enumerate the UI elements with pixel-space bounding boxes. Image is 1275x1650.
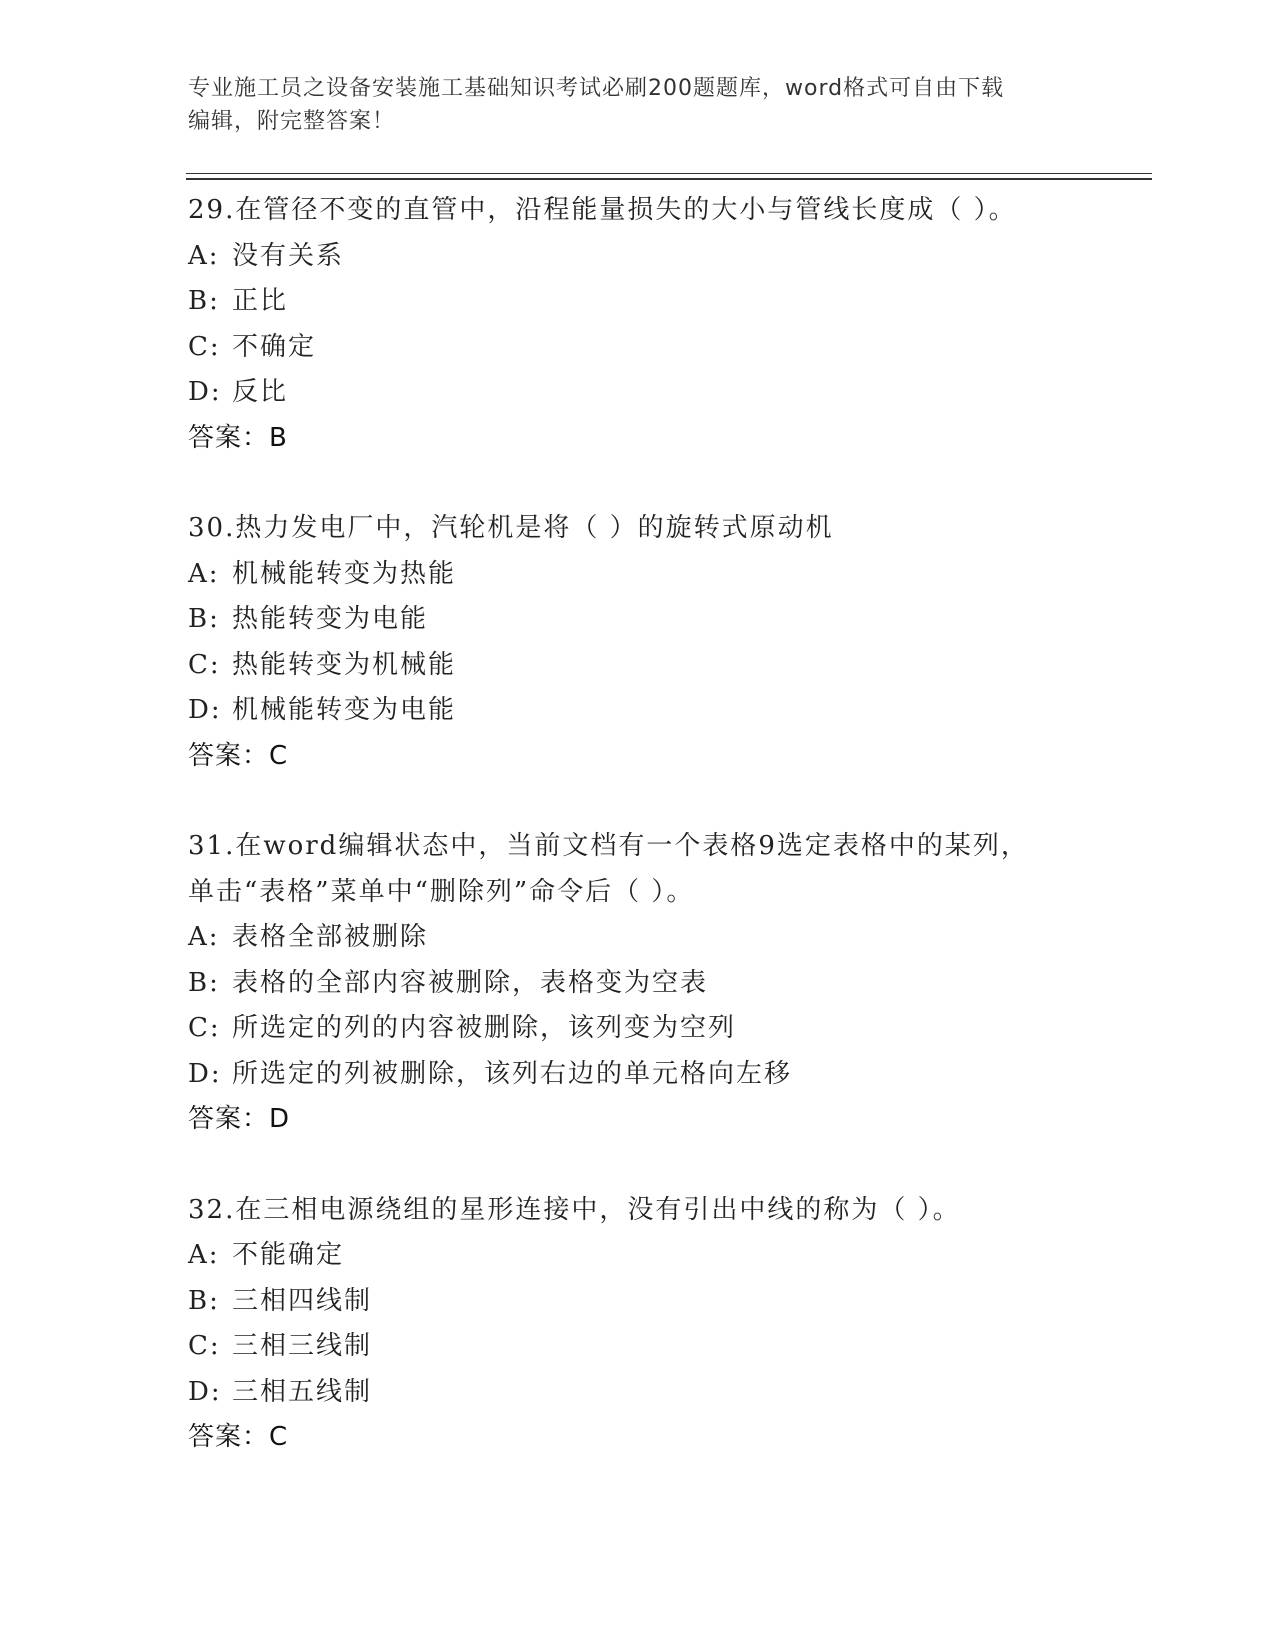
option-a: [188, 234, 1148, 280]
option-letter: B:: [188, 1285, 220, 1316]
option-d: [188, 688, 1148, 734]
question-31: [188, 824, 1148, 1143]
option-letter: C:: [188, 649, 221, 680]
option-a: [188, 552, 1148, 598]
option-b: [188, 961, 1148, 1007]
option-b: [188, 279, 1148, 325]
question-text: 29.在管径不变的直管中，沿程能量损失的大小与管线长度成（ ）。: [188, 195, 1017, 225]
option-letter: D:: [188, 1058, 222, 1089]
option-c: [188, 1006, 1148, 1052]
option-b: [188, 597, 1148, 643]
option-c: [188, 1324, 1148, 1370]
option-text: 热能转变为电能: [232, 604, 429, 634]
question-list: [188, 188, 1148, 1506]
question-text: 30.热力发电厂中，汽轮机是将（ ）的旋转式原动机: [188, 513, 834, 543]
header-line-1: 专业施工员之设备安装施工基础知识考试必刷200题题库，word格式可自由下载: [188, 76, 1005, 101]
option-letter: C:: [188, 1331, 221, 1361]
answer-text: 答案：C: [188, 1422, 289, 1452]
option-letter: A:: [188, 240, 220, 271]
option-d: [188, 1370, 1148, 1416]
option-letter: A:: [188, 922, 220, 952]
option-letter: D:: [188, 695, 222, 725]
option-letter: D:: [188, 1376, 222, 1407]
option-text: 所选定的列被删除，该列右边的单元格向左移: [232, 1058, 793, 1089]
option-text: 热能转变为机械能: [232, 649, 457, 680]
option-a: [188, 1233, 1148, 1279]
option-text: 反比: [232, 377, 289, 407]
option-letter: B:: [188, 604, 220, 634]
option-text: 不能确定: [232, 1240, 345, 1270]
option-text: 没有关系: [232, 240, 345, 271]
option-text: 机械能转变为电能: [232, 695, 457, 725]
answer-text: 答案：D: [188, 1104, 291, 1134]
option-letter: B:: [188, 286, 220, 316]
option-text: 正比: [232, 286, 289, 316]
question-text: 32.在三相电源绕组的星形连接中，没有引出中线的称为（ ）。: [188, 1194, 961, 1225]
option-c: [188, 643, 1148, 689]
question-29: [188, 188, 1148, 461]
option-a: [188, 915, 1148, 961]
answer-text: 答案：B: [188, 422, 288, 453]
option-text: 表格的全部内容被删除，表格变为空表: [232, 967, 709, 998]
option-text: 机械能转变为热能: [232, 558, 457, 589]
option-letter: C:: [188, 331, 221, 362]
header-divider-thin: [186, 173, 1152, 174]
option-text: 三相三线制: [232, 1331, 373, 1361]
answer-text: 答案：C: [188, 740, 289, 771]
option-letter: C:: [188, 1013, 221, 1043]
header-divider-thick: [186, 178, 1152, 180]
option-text: 表格全部被删除: [232, 922, 429, 952]
header-line-2: 编辑，附完整答案！: [188, 109, 396, 134]
option-text: 三相四线制: [232, 1285, 373, 1316]
option-c: [188, 325, 1148, 371]
option-d: [188, 1052, 1148, 1098]
document-header: [188, 72, 1088, 138]
option-text: 所选定的列的内容被删除，该列变为空列: [232, 1013, 737, 1043]
option-letter: B:: [188, 967, 220, 998]
option-b: [188, 1279, 1148, 1325]
option-text: 三相五线制: [232, 1376, 373, 1407]
option-text: 不确定: [232, 331, 317, 362]
option-letter: A:: [188, 558, 220, 589]
question-text-line-1: 31.在word编辑状态中，当前文档有一个表格9选定表格中的某列，: [188, 831, 1029, 861]
question-32: [188, 1188, 1148, 1461]
question-30: [188, 506, 1148, 779]
option-d: [188, 370, 1148, 416]
question-text-line-2: 单击“表格”菜单中“删除列”命令后（ ）。: [188, 876, 695, 907]
option-letter: A:: [188, 1240, 220, 1270]
option-letter: D:: [188, 377, 222, 407]
